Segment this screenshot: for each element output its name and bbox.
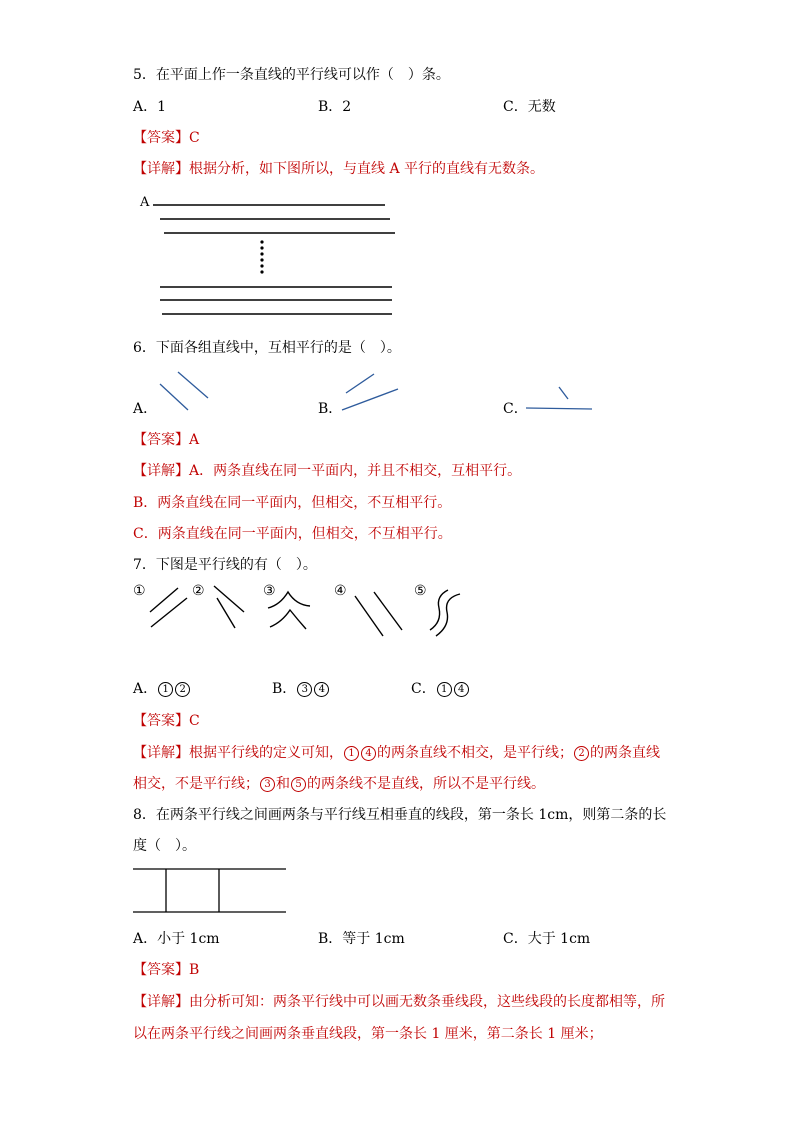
circled-one: 1 [158, 682, 173, 697]
answer-value: B [189, 962, 200, 978]
q6-detail-b: B．两条直线在同一平面内，但相交，不互相平行。 [133, 495, 452, 511]
q7-detail-line1: 【详解】根据平行线的定义可知， 1 4 的两条直线不相交，是平行线； 2 的两条直线 [133, 745, 660, 761]
q7-figure-label-4: ④ [334, 583, 347, 599]
q6-question: 6．下面各组直线中，互相平行的是（ ）。 [133, 340, 401, 356]
q5-question: 5．在平面上作一条直线的平行线可以作（ ）条。 [133, 67, 450, 83]
q7-option-a: A． 1 2 [133, 679, 191, 699]
q6-option-a: A． [133, 401, 158, 417]
q7-option-c: C． 1 4 [411, 679, 470, 699]
detail-tag: 【详解】 [133, 463, 189, 479]
q7-figure-label-2: ② [192, 583, 205, 599]
circled-four: 4 [314, 682, 329, 697]
detail-tag: 【详解】 [133, 745, 189, 761]
answer-tag: 【答案】 [133, 713, 189, 729]
q5-option-c: C．无数 [503, 99, 556, 115]
q8-option-b: B．等于 1cm [318, 931, 405, 947]
q7-figure-label-1: ① [133, 583, 146, 599]
circled-one: 1 [437, 682, 452, 697]
answer-value: C [189, 130, 200, 146]
q8-detail-line1: 【详解】由分析可知：两条平行线中可以画无数条垂线段，这些线段的长度都相等，所 [133, 994, 665, 1010]
circled-three: 3 [297, 682, 312, 697]
q8-option-c: C．大于 1cm [503, 931, 591, 947]
answer-tag: 【答案】 [133, 962, 189, 978]
q8-answer [133, 960, 199, 980]
detail-tag: 【详解】 [133, 161, 189, 177]
q8-detail-line2: 以在两条平行线之间画两条垂直线段，第一条长 1 厘米，第二条长 1 厘米； [133, 1026, 603, 1042]
circled-two: 2 [175, 682, 190, 697]
detail-tag: 【详解】 [133, 994, 189, 1010]
detail-text: A．两条直线在同一平面内，并且不相交，互相平行。 [189, 463, 522, 479]
answer-tag: 【答案】 [133, 432, 189, 448]
answer-tag: 【答案】 [133, 130, 189, 146]
q8-question-line1: 8．在两条平行线之间画两条与平行线互相垂直的线段，第一条长 1cm，则第二条的长 [133, 807, 667, 823]
answer-value: A [189, 432, 200, 448]
q7-option-b: B． 3 4 [272, 679, 330, 699]
q7-detail-line2: 相交，不是平行线； 3 和 5 的两条线不是直线，所以不是平行线。 [133, 776, 545, 792]
answer-value: C [189, 713, 200, 729]
q8-option-a: A．小于 1cm [133, 931, 220, 947]
q7-figure-label-5: ⑤ [414, 583, 427, 599]
q6-option-b: B． [318, 401, 343, 417]
q7-question: 7．下图是平行线的有（ ）。 [133, 557, 317, 573]
q6-option-c: C． [503, 401, 528, 417]
q6-detail-c: C．两条直线在同一平面内，但相交，不互相平行。 [133, 526, 452, 542]
circled-four: 4 [454, 682, 469, 697]
detail-text: 根据分析，如下图所以，与直线 A 平行的直线有无数条。 [189, 161, 545, 177]
q7-figure-label-3: ③ [263, 583, 276, 599]
q5-option-b: B．2 [318, 99, 352, 115]
q8-question-line2: 度（ ）。 [133, 838, 196, 854]
q5-option-a: A．1 [133, 99, 167, 115]
q5-figure-label: A [140, 195, 150, 210]
